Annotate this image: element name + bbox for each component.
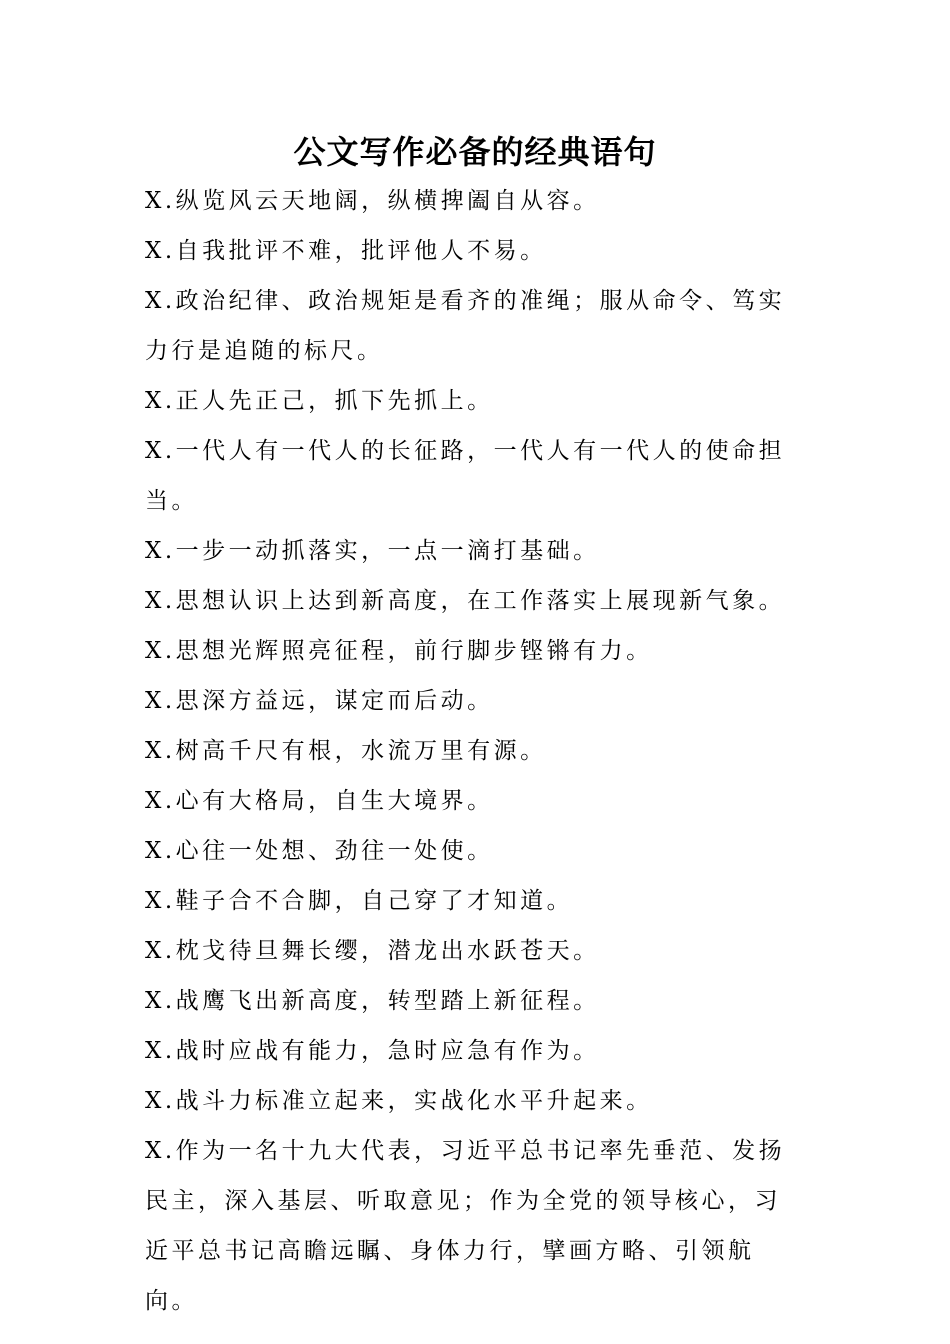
document-body xyxy=(145,176,807,1326)
list-item: X.一步一动抓落实，一点一滴打基础。 xyxy=(145,538,600,564)
list-item: X.纵览风云天地阔，纵横捭阖自从容。 xyxy=(145,188,600,214)
list-item: X.枕戈待旦舞长缨，潜龙出水跃苍天。 xyxy=(145,938,600,964)
list-item: X.战时应战有能力，急时应急有作为。 xyxy=(145,1038,600,1064)
list-item: X.自我批评不难，批评他人不易。 xyxy=(145,238,547,264)
list-item: X.政治纪律、政治规矩是看齐的准绳；服从命令、笃实力行是追随的标尺。 xyxy=(145,288,786,364)
list-item: X.鞋子合不合脚，自己穿了才知道。 xyxy=(145,888,574,914)
list-item: X.一代人有一代人的长征路，一代人有一代人的使命担当。 xyxy=(145,438,786,514)
list-item: X.心有大格局，自生大境界。 xyxy=(145,788,494,814)
list-item: X.心往一处想、劲往一处使。 xyxy=(145,838,494,864)
list-item: X.树高千尺有根，水流万里有源。 xyxy=(145,738,547,764)
list-item: X.作为一名十九大代表，习近平总书记率先垂范、发扬民主，深入基层、听取意见；作为全党的领导核心，习近平总书记高瞻远瞩、身体力行，擘画方略、引领航向。 xyxy=(145,1138,786,1314)
list-item: X.思深方益远，谋定而后动。 xyxy=(145,688,494,714)
list-item: X.战鹰飞出新高度，转型踏上新征程。 xyxy=(145,988,600,1014)
list-item: X.正人先正己，抓下先抓上。 xyxy=(145,388,494,414)
document-title: 公文写作必备的经典语句 xyxy=(293,133,657,171)
list-item: X.思想认识上达到新高度，在工作落实上展现新气象。 xyxy=(145,588,786,614)
list-item: X.思想光辉照亮征程，前行脚步铿锵有力。 xyxy=(145,638,653,664)
list-item: X.战斗力标准立起来，实战化水平升起来。 xyxy=(145,1088,653,1114)
